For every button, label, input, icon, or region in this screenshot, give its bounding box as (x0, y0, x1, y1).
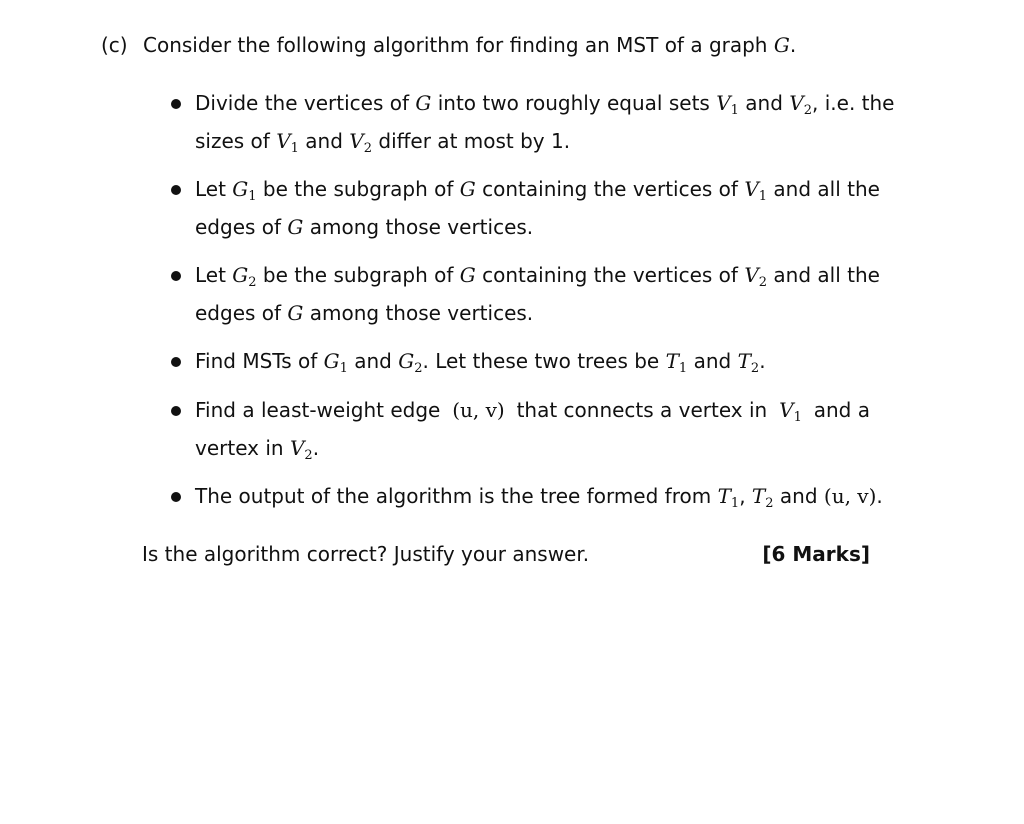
g2-symbol: $G_2$ (232, 263, 257, 290)
step-1-line-2: sizes of $V_1$ and $V_2$ differ at most by 1. (195, 129, 571, 156)
step-3-line-2: edges of G among those vertices. (195, 301, 534, 325)
v2-symbol: $V_2$ (789, 91, 813, 118)
step-5-line-1: Find a least-weight edge (u, v) that connects a vertex in $V_1$ and a (195, 398, 870, 425)
step-6-line-1: The output of the algorithm is the tree formed from $T_1$, $T_2$ and (u, v). (195, 484, 883, 511)
question-intro: Consider the following algorithm for finding an MST of a graph (143, 33, 768, 57)
bullet-dot (171, 492, 181, 502)
bullet-dot (171, 271, 181, 281)
bullet-dot (171, 185, 181, 195)
bullet-dot (171, 406, 181, 416)
step-5-line-2: vertex in $V_2$. (195, 436, 320, 463)
bullet-dot (171, 357, 181, 367)
question-period: . (789, 33, 797, 57)
v1-symbol: $V_1$ (744, 177, 768, 204)
g1-symbol: $G_1$ (232, 177, 257, 204)
bullet-dot (171, 99, 181, 109)
question-heading (101, 31, 796, 59)
v2-symbol: $V_2$ (744, 263, 768, 290)
question-label: (c) (101, 33, 128, 57)
step-2-line-1: Let $G_1$ be the subgraph of G containing the vertices of $V_1$ and all the (195, 177, 880, 204)
step-4-line-1: Find MSTs of $G_1$ and $G_2$. Let these two trees be $T_1$ and $T_2$. (195, 349, 766, 376)
v1-symbol: $V_1$ (716, 91, 739, 118)
step-3-line-1: Let $G_2$ be the subgraph of G containing the vertices of $V_2$ and all the (195, 263, 880, 290)
footer-question: Is the algorithm correct? Justify your answer. (142, 542, 590, 566)
edge-symbol: (u, v) (452, 398, 505, 422)
step-1-line-1: Divide the vertices of G into two roughly equal sets $V_1$ and $V_2$, i.e. the (195, 91, 895, 118)
step-2-line-2: edges of G among those vertices. (195, 215, 534, 239)
marks-label: [6 Marks] (762, 542, 870, 566)
graph-symbol: G (773, 33, 790, 57)
